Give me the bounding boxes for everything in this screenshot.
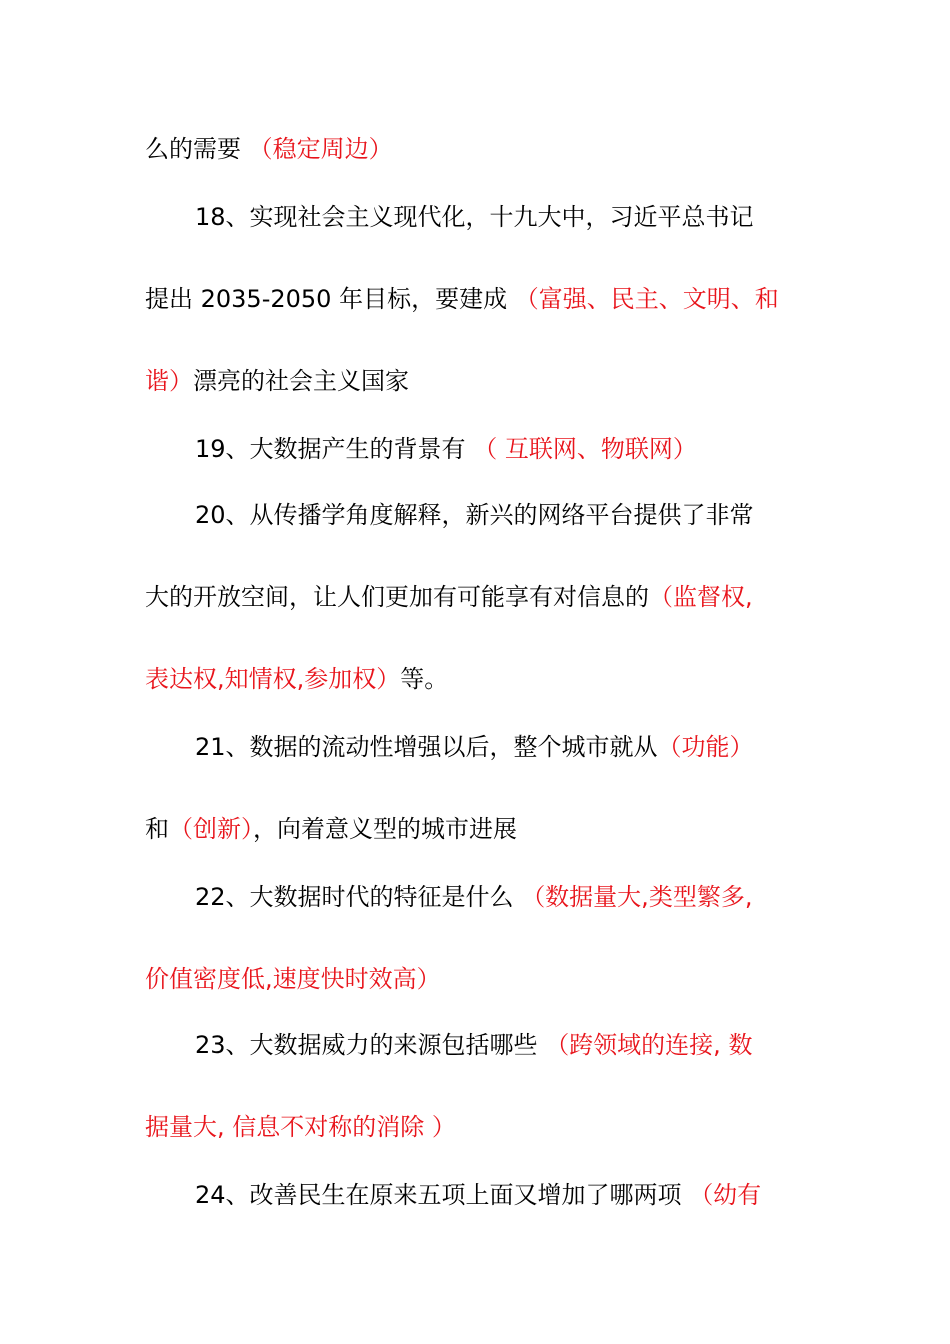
question-21-line-1 [195,730,810,764]
line-12-answer: 价值密度低,速度快时效高） [145,965,441,993]
line-6-text: 20、从传播学角度解释，新兴的网络平台提供了非常 [195,501,754,529]
question-20-line-3 [145,662,810,696]
question-23-line-2 [145,1110,810,1144]
line-11-answer: （数据量大,类型繁多, [521,883,753,911]
line-1-text: 么的需要 [145,135,241,163]
line-11-text: 22、大数据时代的特征是什么 [195,883,514,911]
question-22-line-2 [145,962,810,996]
line-1-answer: （稳定周边） [248,135,393,163]
line-7-text: 大的开放空间，让人们更加有可能享有对信息的 [145,583,649,611]
line-5-text: 19、大数据产生的背景有 [195,435,466,463]
question-18-line-1 [195,200,810,234]
question-18-line-2 [145,282,810,316]
question-19-line [195,432,810,466]
line-15-answer: （幼有 [689,1181,762,1209]
line-13-answer: （跨领域的连接, 数 [545,1031,753,1059]
line-4-answer: 谐） [145,367,193,395]
line-3-answer: （富强、民主、文明、和 [514,285,779,313]
line-8-text: 等。 [400,665,449,693]
line-3-text: 提出 2035-2050 年目标，要建成 [145,285,508,313]
question-21-line-2 [145,812,810,846]
question-23-line-1 [195,1028,810,1062]
line-7-answer: （监督权, [649,583,753,611]
line-8-answer: 表达权,知情权,参加权） [145,665,401,693]
line-5-answer: （ 互联网、物联网） [473,435,697,463]
line-2-text: 18、实现社会主义现代化，十九大中，习近平总书记 [195,203,754,231]
line-13-text: 23、大数据威力的来源包括哪些 [195,1031,538,1059]
line-10-answer: （创新） [169,815,253,843]
line-4-text: 漂亮的社会主义国家 [193,367,409,395]
question-18-line-3 [145,364,810,398]
question-20-line-1 [195,498,810,532]
line-9-text: 21、数据的流动性增强以后，整个城市就从 [195,733,658,761]
question-20-line-2 [145,580,810,614]
question-22-line-1 [195,880,810,914]
line-15-text: 24、改善民生在原来五项上面又增加了哪两项 [195,1181,682,1209]
line-10-text: 和 [145,815,169,843]
line-10-text-end: ，向着意义型的城市进展 [253,815,517,843]
question-24-line-1 [195,1178,810,1212]
text-line-1 [145,132,810,166]
line-9-answer: （功能） [657,733,754,761]
line-14-answer: 据量大, 信息不对称的消除 ） [145,1113,456,1141]
